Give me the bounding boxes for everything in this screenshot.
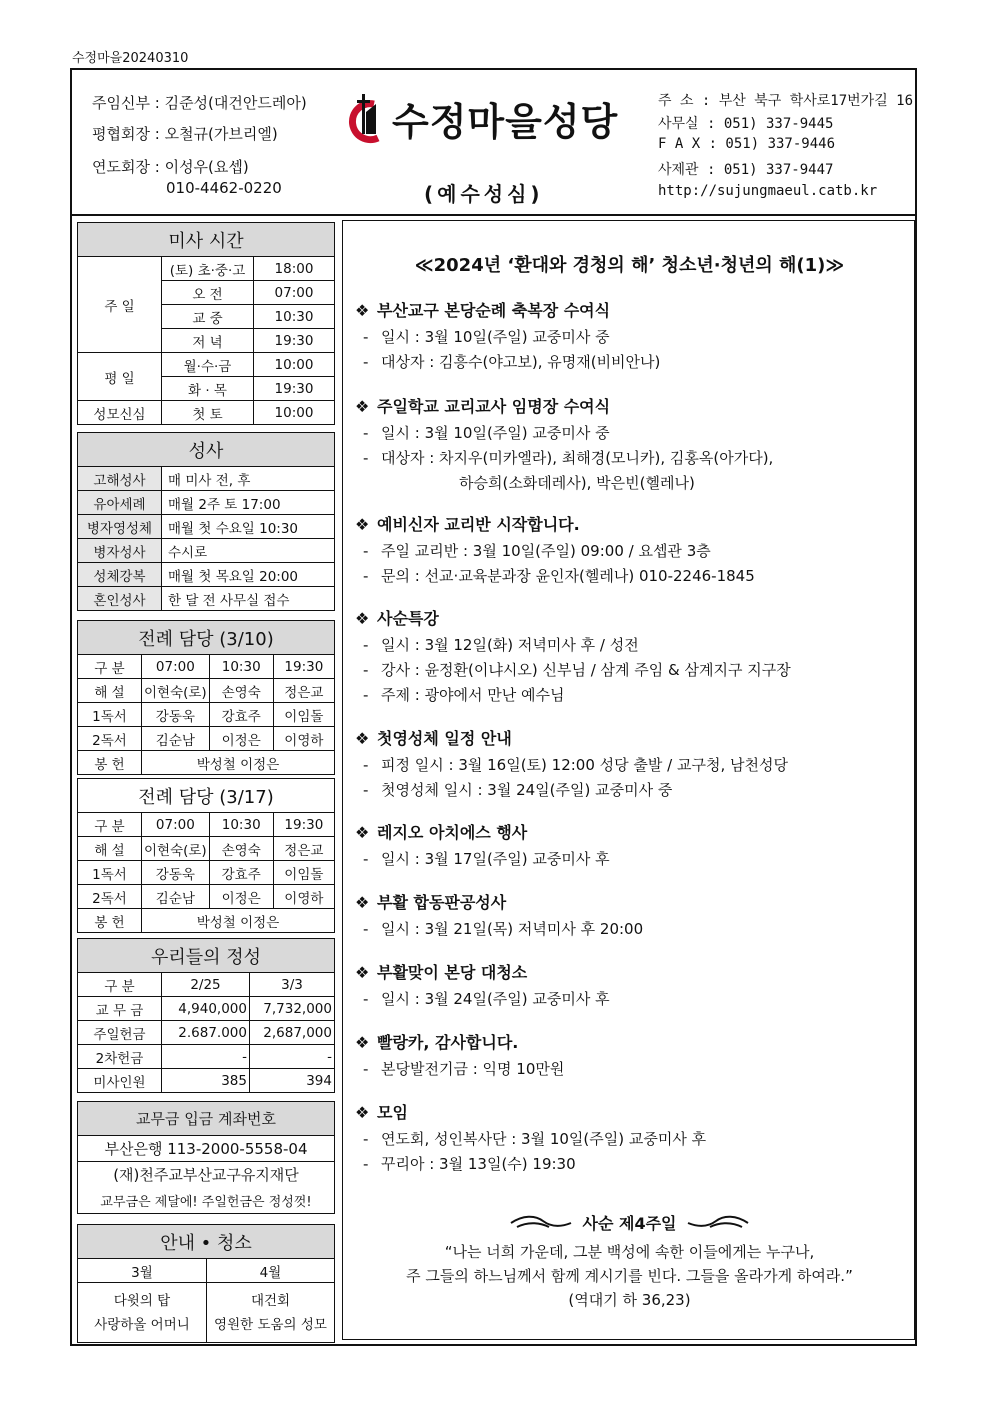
role-cell: 봉 헌 [78, 909, 142, 933]
announcement-section [355, 511, 915, 589]
section-heading [355, 1099, 915, 1127]
name-cell: 강동욱 [142, 703, 210, 727]
name-cell: 손영숙 [209, 679, 273, 703]
mass-time: 10:00 [254, 353, 335, 377]
offering-names: 박성철 이정은 [142, 909, 335, 933]
mass-label: 오 전 [162, 281, 254, 305]
offering-label: 미사인원 [78, 1069, 162, 1093]
role-cell: 해 설 [78, 837, 142, 861]
cleaning-group: 사랑하올 어머니 [94, 1316, 190, 1333]
table-row [78, 997, 335, 1021]
item-text: 대상자 : 김흥수(야고보), 유명재(비비안나) [381, 353, 661, 371]
liturgical-theme: (예수성심) [424, 182, 544, 206]
bulletin-frame [70, 68, 917, 1346]
section-heading [355, 959, 915, 987]
diamond-bullet-icon: ❖ [355, 1033, 370, 1052]
cleaning-group: 대건회 [250, 1292, 291, 1309]
mass-time: 19:30 [254, 329, 335, 353]
item-text: 본당발전기금 : 익명 10만원 [381, 1060, 565, 1078]
mass-label: 월·수·금 [162, 353, 254, 377]
role-cell: 1독서 [78, 861, 142, 885]
dash-bullet-icon: - [363, 449, 369, 467]
table-row [78, 973, 335, 997]
name-cell: 이영하 [273, 885, 334, 909]
church-logo-icon [344, 90, 390, 146]
role-cell: 1독서 [78, 703, 142, 727]
sacrament-value: 수시로 [162, 539, 335, 563]
table-row [78, 885, 335, 909]
right-ornament-icon [686, 1213, 750, 1233]
dash-bullet-icon: - [363, 636, 369, 654]
council-label: 평협회장 : [92, 125, 160, 143]
org-phone: 010-4462-0220 [166, 179, 282, 197]
item-text: 강사 : 윤정환(이냐시오) 신부님 / 삼계 주임 & 삼계지구 지구장 [381, 661, 791, 679]
weekday-label: 평 일 [78, 353, 162, 401]
name-cell: 강효주 [209, 861, 273, 885]
name-cell: 이임돌 [273, 703, 334, 727]
sacraments-table [77, 432, 335, 611]
cleaning-group: 다윗의 탑 [113, 1292, 171, 1309]
table-row [78, 1259, 335, 1283]
website-link[interactable]: http://sujungmaeul.catb.kr [658, 183, 878, 199]
section-heading [355, 393, 915, 421]
item-text: 대상자 : 차지우(미카엘라), 최해경(모니카), 김홍옥(아가다), [381, 449, 774, 467]
section-heading [355, 297, 915, 325]
priest-label: 주임신부 : [92, 94, 160, 112]
col-header: 구 분 [78, 813, 142, 837]
section-item [355, 987, 915, 1012]
sacrament-label: 병자영성체 [78, 515, 162, 539]
section-item [355, 421, 915, 446]
diamond-bullet-icon: ❖ [355, 301, 370, 320]
table-row [78, 257, 335, 281]
offering-names: 박성철 이정은 [142, 751, 335, 775]
priest-name: 김준성(대건안드레아) [164, 94, 307, 112]
table-row [78, 563, 335, 587]
table-row [78, 813, 335, 837]
offering-value: 385 [162, 1069, 250, 1093]
item-text: 일시 : 3월 21일(목) 저녁미사 후 20:00 [381, 920, 644, 938]
section-item [355, 539, 915, 564]
col-header: 구 분 [78, 973, 162, 997]
diamond-bullet-icon: ❖ [355, 893, 370, 912]
offering-label: 2차헌금 [78, 1045, 162, 1069]
col-header: 구 분 [78, 655, 142, 679]
diamond-bullet-icon: ❖ [355, 397, 370, 416]
offering-value: 2.687.000 [162, 1021, 250, 1045]
cleaning-table [77, 1224, 335, 1343]
item-text: 일시 : 3월 12일(화) 저녁미사 후 / 성전 [381, 636, 639, 654]
account-table [77, 1101, 335, 1214]
role-cell: 2독서 [78, 885, 142, 909]
dash-bullet-icon: - [363, 850, 369, 868]
quote-line: 주 그들의 하느님께서 함께 계시기를 빈다. 그들을 올라가게 하여라.” [406, 1267, 853, 1285]
section-item [355, 778, 915, 803]
name-cell: 정은교 [273, 679, 334, 703]
item-text: 일시 : 3월 10일(주일) 교중미사 중 [381, 328, 610, 346]
col-header: 2/25 [162, 973, 250, 997]
mass-time: 10:00 [254, 401, 335, 425]
rectory-phone: 사제관 : 051) 337-9447 [658, 162, 834, 178]
section-heading [355, 1029, 915, 1057]
mass-label: (토) 초·중·고 [162, 257, 254, 281]
table-row [78, 515, 335, 539]
item-text: 일시 : 3월 24일(주일) 교중미사 후 [381, 990, 610, 1008]
mass-label: 저 녁 [162, 329, 254, 353]
sacrament-label: 병자성사 [78, 539, 162, 563]
col-header: 3월 [78, 1259, 207, 1283]
item-text: 주제 : 광야에서 만난 예수님 [381, 686, 565, 704]
table-row [78, 1069, 335, 1093]
item-text: 피정 일시 : 3월 16일(토) 12:00 성당 출발 / 교구청, 남천성당 [381, 756, 788, 774]
main-title: ≪2024년 ‘환대와 경청의 해’ 청소년·청년의 해(1)≫ [414, 255, 845, 276]
sunday-label: 주 일 [78, 257, 162, 353]
table-row [78, 587, 335, 611]
section-title: 사순특강 [377, 609, 439, 628]
name-cell: 강동욱 [142, 861, 210, 885]
sacrament-value: 매 미사 전, 후 [162, 467, 335, 491]
section-item [355, 847, 915, 872]
offering-value: 4,940,000 [162, 997, 250, 1021]
offering-value: - [250, 1045, 335, 1069]
announcement-section [355, 605, 915, 708]
cleaning-group: 영원한 도움의 성모 [214, 1316, 327, 1333]
sacraments-title: 성사 [78, 433, 335, 467]
name-cell: 손영숙 [209, 837, 273, 861]
section-item [355, 753, 915, 778]
dash-bullet-icon: - [363, 781, 369, 799]
org-label: 연도회장 : [92, 158, 160, 176]
role-cell: 2독서 [78, 727, 142, 751]
table-row [78, 861, 335, 885]
sacrament-label: 고해성사 [78, 467, 162, 491]
office-phone: 사무실 : 051) 337-9445 [658, 116, 834, 132]
item-text: 연도회, 성인복사단 : 3월 10일(주일) 교중미사 후 [381, 1130, 707, 1148]
section-item [355, 446, 915, 471]
table-row [78, 655, 335, 679]
diamond-bullet-icon: ❖ [355, 823, 370, 842]
offerings-table [77, 938, 335, 1093]
parish-name: 수정마을성당 [392, 99, 619, 144]
table-row [78, 1021, 335, 1045]
offerings-title: 우리들의 정성 [78, 939, 335, 973]
mass-time: 07:00 [254, 281, 335, 305]
saturday-label: 성모신심 [78, 401, 162, 425]
header [72, 70, 915, 216]
role-cell: 해 설 [78, 679, 142, 703]
section-title: 빨랑카, 감사합니다. [377, 1033, 519, 1052]
table-row [78, 467, 335, 491]
org-line [92, 156, 249, 177]
section-item [355, 1152, 915, 1177]
name-cell: 이영하 [273, 727, 334, 751]
mass-time: 19:30 [254, 377, 335, 401]
name-cell: 강효주 [209, 703, 273, 727]
mass-time: 10:30 [254, 305, 335, 329]
sacrament-label: 성체강복 [78, 563, 162, 587]
account-holder: (재)천주교부산교구유지재단 [78, 1162, 335, 1188]
account-note: 교무금은 제달에! 주일헌금은 정성껏! [78, 1188, 335, 1214]
section-item [355, 350, 915, 375]
section-heading [355, 819, 915, 847]
name-cell: 이정은 [209, 727, 273, 751]
table-row [78, 837, 335, 861]
section-title: 부산교구 본당순례 축복장 수여식 [377, 301, 611, 320]
section-title: 예비신자 교리반 시작합니다. [377, 515, 580, 534]
announcement-section [355, 1029, 915, 1082]
diamond-bullet-icon: ❖ [355, 515, 370, 534]
section-item [355, 658, 915, 683]
priest-line [92, 92, 307, 113]
parish-logo [344, 90, 618, 146]
item-text: 첫영성체 일시 : 3월 24일(주일) 교중미사 중 [381, 781, 673, 799]
table-row [78, 491, 335, 515]
section-item [355, 633, 915, 658]
section-title: 부활맞이 본당 대청소 [377, 963, 528, 982]
col-header: 19:30 [273, 813, 334, 837]
item-continuation: 하승희(소화데레사), 박은빈(헬레나) [459, 474, 695, 492]
document-id: 수정마을20240310 [72, 51, 189, 66]
account-title: 교무금 입금 계좌번호 [78, 1102, 335, 1136]
liturgy-title: 전례 담당 (3/10) [78, 621, 335, 655]
section-item [355, 1057, 915, 1082]
table-row [78, 353, 335, 377]
col-header: 07:00 [142, 655, 210, 679]
mass-time: 18:00 [254, 257, 335, 281]
table-row [78, 751, 335, 775]
diamond-bullet-icon: ❖ [355, 1103, 370, 1122]
offering-value: 7,732,000 [250, 997, 335, 1021]
role-cell: 봉 헌 [78, 751, 142, 775]
item-text: 꾸리아 : 3월 13일(수) 19:30 [381, 1155, 576, 1173]
fax-number: F A X : 051) 337-9446 [658, 136, 836, 152]
announcement-section [355, 1099, 915, 1177]
name-cell: 김순남 [142, 885, 210, 909]
dash-bullet-icon: - [363, 542, 369, 560]
liturgy-title: 전례 담당 (3/17) [78, 779, 335, 813]
section-heading [355, 725, 915, 753]
dash-bullet-icon: - [363, 328, 369, 346]
col-header: 4월 [207, 1259, 335, 1283]
table-row [78, 703, 335, 727]
quote-line: “나는 너희 가운데, 그분 백성에 속한 이들에게는 누구나, [444, 1243, 815, 1261]
sacrament-value: 매월 첫 수요일 10:30 [162, 515, 335, 539]
table-row [78, 1283, 335, 1343]
section-heading [355, 889, 915, 917]
dash-bullet-icon: - [363, 1155, 369, 1173]
name-cell: 이정은 [209, 885, 273, 909]
mass-times-title: 미사 시간 [78, 223, 335, 257]
mass-times-table [77, 222, 335, 425]
address: 주 소 : 부산 북구 학사로17번가길 16 [658, 93, 914, 109]
col-header: 3/3 [250, 973, 335, 997]
offering-value: - [162, 1045, 250, 1069]
bank-account: 부산은행 113-2000-5558-04 [78, 1136, 335, 1162]
table-row [78, 539, 335, 563]
table-row [78, 679, 335, 703]
sacrament-value: 매월 2주 토 17:00 [162, 491, 335, 515]
offering-value: 2,687,000 [250, 1021, 335, 1045]
announcement-section [355, 393, 915, 496]
section-title: 모임 [377, 1103, 408, 1122]
name-cell: 이현숙(로) [142, 679, 210, 703]
table-row [78, 401, 335, 425]
sacrament-label: 유아세례 [78, 491, 162, 515]
dash-bullet-icon: - [363, 990, 369, 1008]
left-ornament-icon [509, 1213, 573, 1233]
dash-bullet-icon: - [363, 686, 369, 704]
mass-label: 화 · 목 [162, 377, 254, 401]
announcements-panel [342, 220, 915, 1340]
section-item [355, 325, 915, 350]
item-text: 일시 : 3월 17일(주일) 교중미사 후 [381, 850, 610, 868]
item-text: 문의 : 선교·교육분과장 윤인자(헬레나) 010-2246-1845 [381, 567, 755, 585]
col-header: 07:00 [142, 813, 210, 837]
section-item [355, 1127, 915, 1152]
dash-bullet-icon: - [363, 661, 369, 679]
liturgy-table-0310 [77, 620, 335, 775]
name-cell: 이현숙(로) [142, 837, 210, 861]
dash-bullet-icon: - [363, 424, 369, 442]
sacrament-value: 매월 첫 목요일 20:00 [162, 563, 335, 587]
council-name: 오철규(가브리엘) [164, 125, 278, 143]
mass-label: 첫 토 [162, 401, 254, 425]
quote-reference: (역대기 하 36,23) [568, 1291, 691, 1309]
col-header: 10:30 [209, 655, 273, 679]
offering-value: 394 [250, 1069, 335, 1093]
diamond-bullet-icon: ❖ [355, 729, 370, 748]
sunday-heading [343, 1211, 916, 1234]
section-item [355, 917, 915, 942]
cleaning-title: 안내 • 청소 [78, 1225, 335, 1259]
table-row [78, 727, 335, 751]
item-text: 주일 교리반 : 3월 10일(주일) 09:00 / 요셉관 3층 [381, 542, 711, 560]
section-item [355, 564, 915, 589]
announcement-section [355, 959, 915, 1012]
cleaning-march [78, 1283, 207, 1343]
announcement-section [355, 297, 915, 375]
offering-label: 주일헌금 [78, 1021, 162, 1045]
offering-label: 교 무 금 [78, 997, 162, 1021]
sacrament-label: 혼인성사 [78, 587, 162, 611]
council-line [92, 123, 278, 144]
col-header: 10:30 [209, 813, 273, 837]
sunday-box [343, 1211, 916, 1312]
dash-bullet-icon: - [363, 1060, 369, 1078]
announcement-section [355, 889, 915, 942]
announcement-section [355, 819, 915, 872]
section-title: 주일학교 교리교사 임명장 수여식 [377, 397, 611, 416]
dash-bullet-icon: - [363, 756, 369, 774]
dash-bullet-icon: - [363, 353, 369, 371]
table-row [78, 909, 335, 933]
dash-bullet-icon: - [363, 1130, 369, 1148]
announcement-section [355, 725, 915, 803]
mass-label: 교 중 [162, 305, 254, 329]
section-title: 첫영성체 일정 안내 [377, 729, 512, 748]
name-cell: 김순남 [142, 727, 210, 751]
org-name: 이성우(요셉) [164, 158, 249, 176]
section-title: 부활 합동판공성사 [377, 893, 507, 912]
diamond-bullet-icon: ❖ [355, 963, 370, 982]
name-cell: 이임돌 [273, 861, 334, 885]
cleaning-april [207, 1283, 335, 1343]
section-title: 레지오 아치에스 행사 [377, 823, 528, 842]
sacrament-value: 한 달 전 사무실 접수 [162, 587, 335, 611]
diamond-bullet-icon: ❖ [355, 609, 370, 628]
sunday-title: 사순 제4주일 [582, 1214, 677, 1233]
table-row [78, 1045, 335, 1069]
liturgy-table-0317 [77, 778, 335, 933]
section-heading [355, 605, 915, 633]
dash-bullet-icon: - [363, 920, 369, 938]
col-header: 19:30 [273, 655, 334, 679]
name-cell: 정은교 [273, 837, 334, 861]
section-heading [355, 511, 915, 539]
section-item [355, 683, 915, 708]
item-text: 일시 : 3월 10일(주일) 교중미사 중 [381, 424, 610, 442]
dash-bullet-icon: - [363, 567, 369, 585]
